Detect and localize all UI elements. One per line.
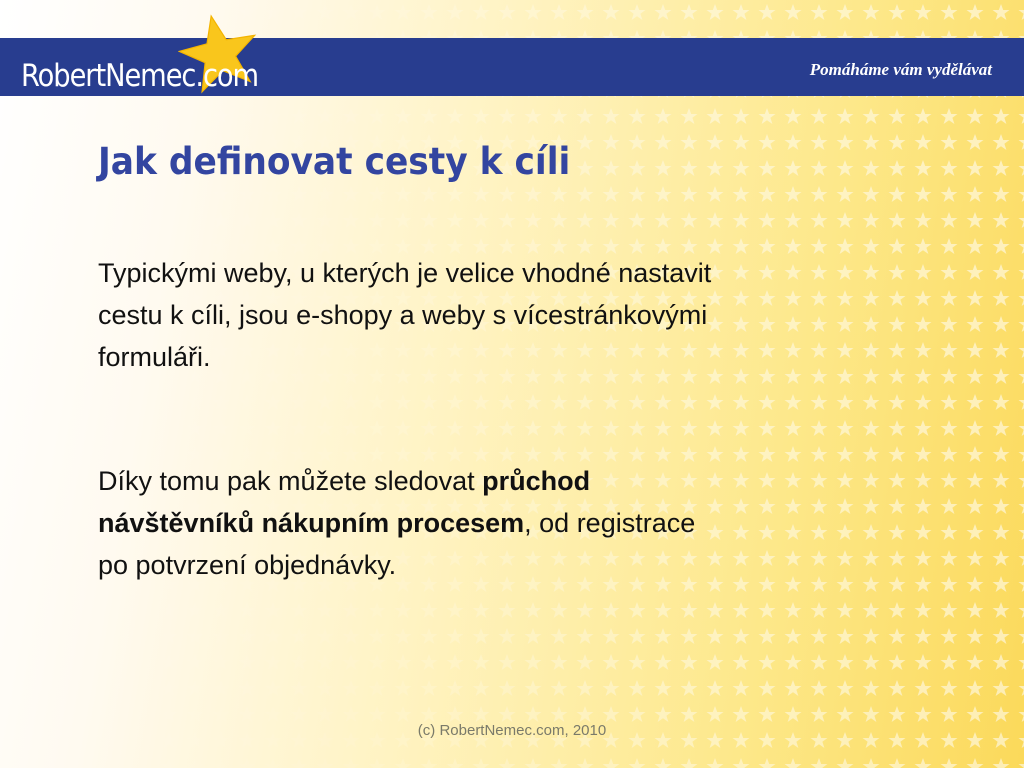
paragraph-line: cestu k cíli, jsou e-shopy a weby s vícestránkovými <box>98 300 708 330</box>
text-plain: Díky tomu pak můžete sledovat <box>98 466 483 496</box>
footer-copyright: (c) RobertNemec.com, 2010 <box>417 722 607 739</box>
logo-text: RobertNemec.com <box>21 58 259 94</box>
header-tagline: Pomáháme vám vydělávat <box>809 60 992 79</box>
paragraph-intro <box>98 252 888 378</box>
paragraph-line: formuláři. <box>98 342 211 372</box>
paragraph-line <box>98 502 888 544</box>
paragraph-tracking <box>98 460 888 586</box>
paragraph-line <box>98 460 888 502</box>
paragraph-line: po potvrzení objednávky. <box>98 550 397 580</box>
text-plain: , od registrace <box>524 508 696 538</box>
text-bold: návštěvníků nákupním procesem <box>98 508 525 538</box>
site-logo[interactable] <box>0 0 292 100</box>
paragraph-line: Typickými weby, u kterých je velice vhodné nastavit <box>98 258 712 288</box>
slide-title: Jak definovat cesty k cíli <box>98 140 571 183</box>
text-bold: průchod <box>482 466 591 496</box>
